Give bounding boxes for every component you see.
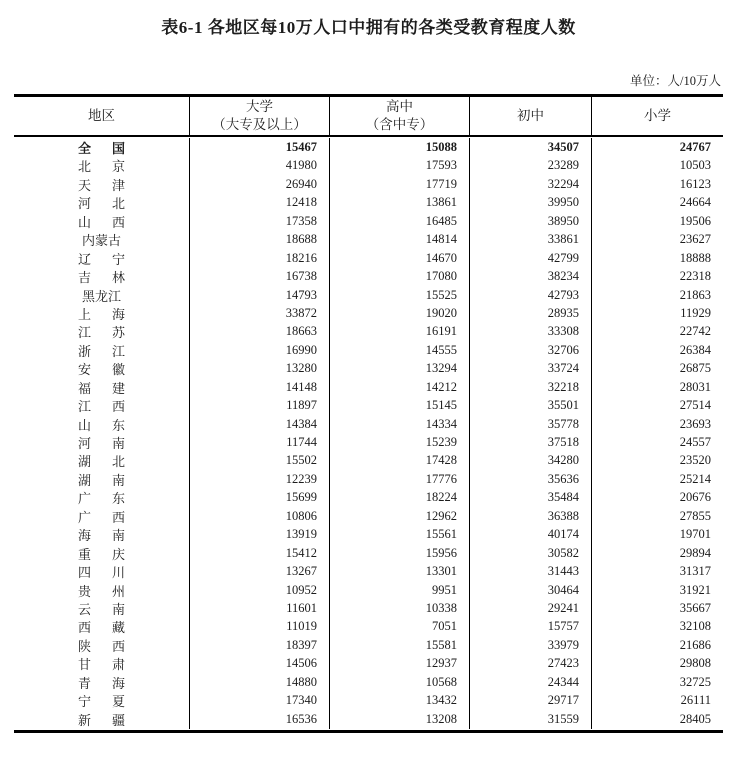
region-name: 海南 [78,528,125,544]
region-cell [14,507,190,526]
table-row [14,138,723,156]
region-cell [14,212,190,231]
primary-value-cell: 29894 [679,545,711,560]
region-cell [14,378,190,397]
junior_high-value-cell: 42799 [470,249,592,268]
region-cell [14,193,190,212]
table-row [14,673,723,691]
table-row [14,396,723,414]
junior_high-value-cell: 30464 [470,581,592,600]
region-cell [14,581,190,600]
region-name: 全国 [78,141,125,156]
university-value-cell: 16738 [190,267,330,286]
region-cell [14,249,190,268]
region-name: 云南 [78,601,125,617]
region-name: 辽宁 [78,251,125,267]
junior_high-value-cell: 28935 [470,304,592,323]
table-row [14,654,723,672]
university-value-cell: 15699 [190,488,330,507]
region-name: 内蒙古 [81,233,121,249]
university-value-cell: 26940 [190,175,330,194]
column-header-sublabel: （大专及以上） [212,117,307,132]
region-name: 安徽 [78,362,125,378]
region-cell [14,470,190,489]
region-name: 河北 [78,196,125,212]
region-cell [14,322,190,341]
table-row [14,415,723,433]
primary-value-cell: 20676 [679,490,711,505]
region-name: 湖南 [78,472,125,488]
primary-value-cell: 24557 [679,435,711,449]
column-header-label: 初中 [517,108,544,124]
junior_high-value-cell: 35501 [470,396,592,415]
region-cell [14,636,190,655]
primary-value-cell: 11929 [680,305,711,320]
university-value-cell: 16990 [190,341,330,360]
university-value-cell: 18688 [190,230,330,249]
primary-value-cell: 29808 [679,656,711,671]
primary-value-cell: 16123 [679,176,711,191]
junior_high-value-cell: 35636 [470,470,592,489]
column-header-junior-high [470,97,592,135]
region-cell [14,562,190,581]
region-cell [14,156,190,175]
region-cell [14,488,190,507]
table-body [14,137,723,730]
primary-value-cell: 28031 [679,379,711,394]
region-name: 黑龙江 [81,288,121,304]
junior_high-value-cell: 24344 [470,673,592,692]
junior_high-value-cell: 31443 [470,562,592,581]
high_school-value-cell: 15561 [330,525,470,544]
university-value-cell: 11601 [190,599,330,618]
high_school-value-cell: 13208 [330,710,470,729]
region-cell [14,138,190,157]
table-row [14,193,723,211]
region-name: 福建 [78,380,125,396]
high_school-value-cell: 15581 [330,636,470,655]
column-header-label: 高中 [386,99,413,115]
junior_high-value-cell: 23289 [470,156,592,175]
region-cell [14,451,190,470]
region-cell [14,654,190,673]
primary-value-cell: 24767 [679,140,711,154]
university-value-cell: 17358 [190,212,330,231]
column-header-label: 地区 [88,108,115,124]
region-cell [14,599,190,618]
table-row [14,433,723,451]
primary-value-cell: 31317 [679,564,711,579]
region-name: 山西 [78,214,125,230]
region-name: 吉林 [78,270,125,286]
primary-value-cell: 26111 [680,693,711,708]
table-row [14,470,723,488]
university-value-cell: 15502 [190,451,330,470]
region-name: 浙江 [78,343,125,359]
table-row [14,599,723,617]
region-name: 天津 [78,177,125,193]
region-cell [14,415,190,434]
primary-value-cell: 32725 [679,674,711,689]
region-name: 西藏 [78,620,125,636]
high_school-value-cell: 14555 [330,341,470,360]
high_school-value-cell: 17428 [330,451,470,470]
table-row [14,304,723,322]
primary-value-cell: 26384 [679,342,711,357]
university-value-cell: 12239 [190,470,330,489]
table-row [14,451,723,469]
junior_high-value-cell: 32218 [470,378,592,397]
junior_high-value-cell: 15757 [470,617,592,636]
primary-value-cell: 23520 [679,453,711,468]
junior_high-value-cell: 35778 [470,415,592,434]
high_school-value-cell: 13861 [330,193,470,212]
region-name: 重庆 [78,546,125,562]
university-value-cell: 11744 [190,433,330,452]
primary-value-cell: 22742 [679,324,711,339]
region-name: 江西 [78,399,125,415]
primary-value-cell: 35667 [679,600,711,615]
region-name: 湖北 [78,454,125,470]
region-name: 河南 [78,436,125,451]
primary-value-cell: 19506 [679,213,711,228]
table-row [14,710,723,728]
university-value-cell: 17340 [190,691,330,710]
high_school-value-cell: 17593 [330,156,470,175]
region-name: 山东 [78,417,125,433]
junior_high-value-cell: 31559 [470,710,592,729]
region-name: 江苏 [78,325,125,341]
region-cell [14,267,190,286]
university-value-cell: 18663 [190,322,330,341]
university-value-cell: 11019 [190,617,330,636]
table-row [14,249,723,267]
junior_high-value-cell: 29717 [470,691,592,710]
university-value-cell: 10806 [190,507,330,526]
primary-value-cell: 19701 [679,527,711,542]
table-row [14,156,723,174]
high_school-value-cell: 16485 [330,212,470,231]
university-value-cell: 14506 [190,654,330,673]
region-cell [14,230,190,249]
junior_high-value-cell: 27423 [470,654,592,673]
table-row [14,175,723,193]
high_school-value-cell: 17776 [330,470,470,489]
region-cell [14,304,190,323]
primary-value-cell: 27514 [679,398,711,413]
table-row [14,636,723,654]
university-value-cell: 14148 [190,378,330,397]
university-value-cell: 41980 [190,156,330,175]
page-title: 表6-1 各地区每10万人口中拥有的各类受教育程度人数 [161,18,576,37]
high_school-value-cell: 15239 [330,433,470,452]
high_school-value-cell: 12962 [330,507,470,526]
university-value-cell: 13919 [190,525,330,544]
university-value-cell: 15412 [190,544,330,563]
high_school-value-cell: 17719 [330,175,470,194]
region-name: 上海 [78,306,125,322]
university-value-cell: 15467 [190,138,330,157]
table-row [14,359,723,377]
high_school-value-cell: 18224 [330,488,470,507]
region-name: 陕西 [78,638,125,654]
region-cell [14,525,190,544]
junior_high-value-cell: 30582 [470,544,592,563]
primary-value-cell: 28405 [679,711,711,726]
high_school-value-cell: 14212 [330,378,470,397]
high_school-value-cell: 12937 [330,654,470,673]
primary-value-cell: 31921 [679,582,711,597]
primary-value-cell: 32108 [679,619,711,634]
region-name: 贵州 [78,583,125,599]
unit-note: 单位：人/10万人 [630,74,721,88]
primary-value-cell: 26875 [679,361,711,376]
primary-value-cell: 10503 [679,158,711,173]
region-cell [14,341,190,360]
region-name: 广西 [78,509,125,525]
high_school-value-cell: 10568 [330,673,470,692]
university-value-cell: 14384 [190,415,330,434]
university-value-cell: 13267 [190,562,330,581]
high_school-value-cell: 15525 [330,286,470,305]
table-row [14,691,723,709]
column-header-university [190,97,330,135]
region-name: 新疆 [78,712,125,728]
junior_high-value-cell: 39950 [470,193,592,212]
university-value-cell: 13280 [190,359,330,378]
region-name: 广东 [78,491,125,507]
region-cell [14,359,190,378]
university-value-cell: 12418 [190,193,330,212]
education-table [14,94,723,733]
junior_high-value-cell: 34507 [470,138,592,157]
junior_high-value-cell: 42793 [470,286,592,305]
region-name: 北京 [78,159,125,175]
junior_high-value-cell: 33724 [470,359,592,378]
region-cell [14,673,190,692]
region-name: 宁夏 [78,694,125,710]
region-cell [14,433,190,452]
junior_high-value-cell: 32294 [470,175,592,194]
high_school-value-cell: 7051 [330,617,470,636]
junior_high-value-cell: 35484 [470,488,592,507]
high_school-value-cell: 10338 [330,599,470,618]
high_school-value-cell: 15956 [330,544,470,563]
university-value-cell: 18216 [190,249,330,268]
region-name: 四川 [78,565,125,581]
region-cell [14,617,190,636]
university-value-cell: 14880 [190,673,330,692]
column-header-label: 小学 [644,108,671,124]
table-row [14,230,723,248]
table-row [14,562,723,580]
junior_high-value-cell: 33861 [470,230,592,249]
primary-value-cell: 25214 [679,471,711,486]
column-header-region [14,97,190,135]
high_school-value-cell: 19020 [330,304,470,323]
junior_high-value-cell: 29241 [470,599,592,618]
table-header [14,97,723,137]
high_school-value-cell: 13432 [330,691,470,710]
junior_high-value-cell: 38950 [470,212,592,231]
primary-value-cell: 24664 [679,195,711,210]
high_school-value-cell: 16191 [330,322,470,341]
column-header-label: 大学 [246,99,273,115]
university-value-cell: 16536 [190,710,330,729]
high_school-value-cell: 13301 [330,562,470,581]
high_school-value-cell: 17080 [330,267,470,286]
university-value-cell: 18397 [190,636,330,655]
table-row [14,267,723,285]
table-row [14,488,723,506]
junior_high-value-cell: 34280 [470,451,592,470]
university-value-cell: 10952 [190,581,330,600]
primary-value-cell: 27855 [679,508,711,523]
column-header-sublabel: （含中专） [365,117,434,132]
region-cell [14,544,190,563]
university-value-cell: 33872 [190,304,330,323]
region-name: 青海 [78,675,125,691]
table-row [14,378,723,396]
table-row [14,212,723,230]
table-row [14,525,723,543]
primary-value-cell: 23693 [679,416,711,431]
primary-value-cell: 21686 [679,637,711,652]
primary-value-cell: 23627 [679,232,711,247]
junior_high-value-cell: 38234 [470,267,592,286]
primary-value-cell: 22318 [679,269,711,284]
university-value-cell: 11897 [190,396,330,415]
region-cell [14,175,190,194]
junior_high-value-cell: 32706 [470,341,592,360]
university-value-cell: 14793 [190,286,330,305]
high_school-value-cell: 15145 [330,396,470,415]
table-row [14,544,723,562]
junior_high-value-cell: 36388 [470,507,592,526]
high_school-value-cell: 13294 [330,359,470,378]
primary-value-cell: 18888 [679,250,711,265]
high_school-value-cell: 9951 [330,581,470,600]
high_school-value-cell: 14814 [330,230,470,249]
table-row [14,581,723,599]
region-cell [14,691,190,710]
table-row [14,617,723,635]
region-cell [14,396,190,415]
junior_high-value-cell: 33308 [470,322,592,341]
region-cell [14,286,190,305]
region-name: 甘肃 [78,657,125,673]
junior_high-value-cell: 40174 [470,525,592,544]
junior_high-value-cell: 33979 [470,636,592,655]
table-row [14,286,723,304]
column-header-high-school [330,97,470,135]
table-row [14,341,723,359]
high_school-value-cell: 14670 [330,249,470,268]
primary-value-cell: 21863 [679,287,711,302]
column-header-primary [592,97,723,135]
junior_high-value-cell: 37518 [470,433,592,452]
high_school-value-cell: 15088 [330,138,470,157]
table-row [14,322,723,340]
region-cell [14,710,190,729]
high_school-value-cell: 14334 [330,415,470,434]
table-row [14,507,723,525]
